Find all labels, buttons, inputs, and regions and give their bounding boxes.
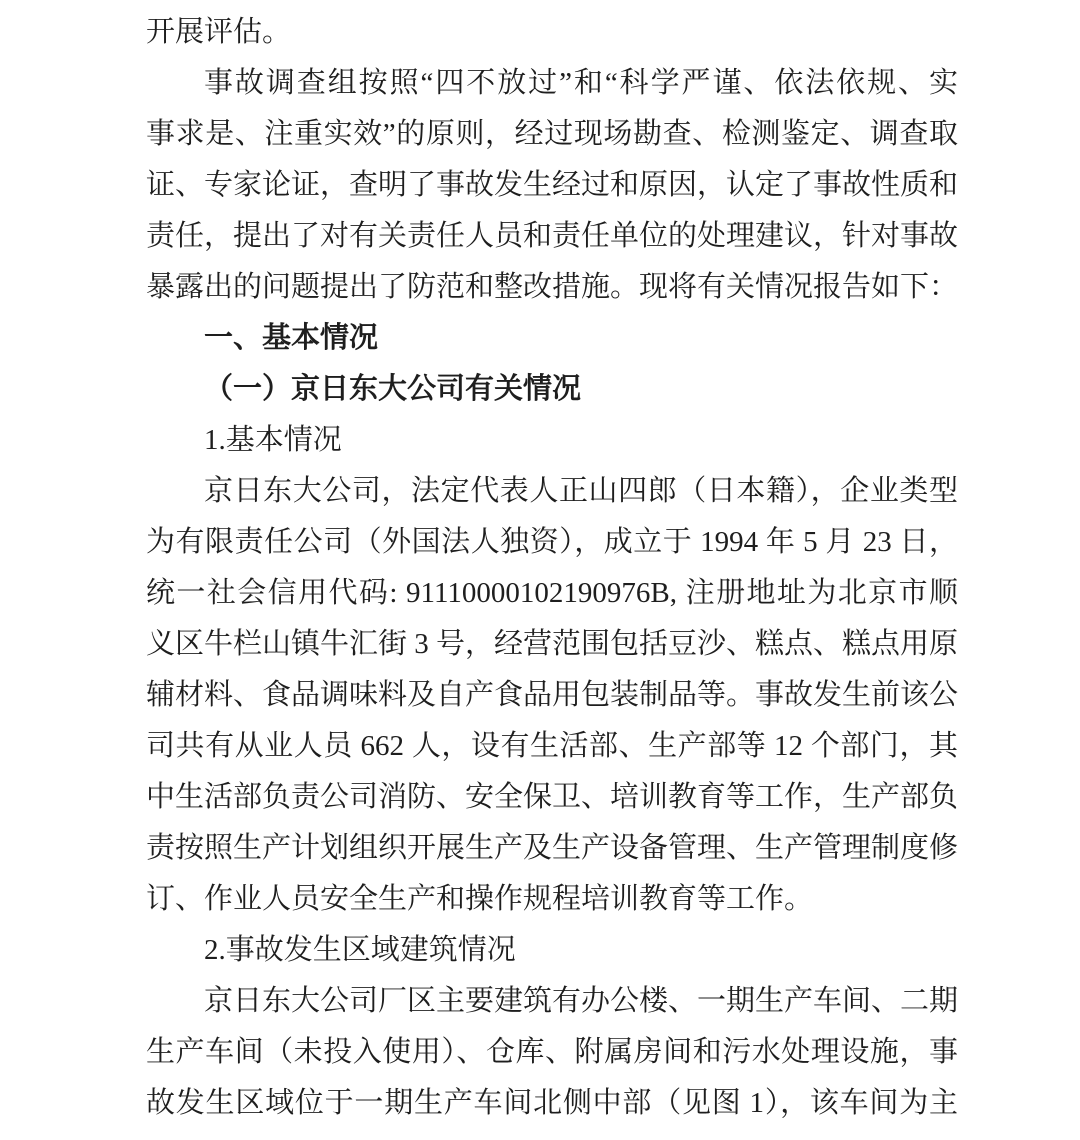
text-line-9: 1.基本情况 <box>204 424 342 456</box>
text-line-18: 订、作业人员安全生产和操作规程培训教育等工作。 <box>146 883 814 915</box>
text-line-11: 为有限责任公司（外国法人独资），成立于 1994 年 5 月 23 日， <box>146 526 958 558</box>
text-line-19: 2.事故发生区域建筑情况 <box>204 934 516 966</box>
text-line-16: 中生活部负责公司消防、安全保卫、培训教育等工作，生产部负 <box>146 781 958 813</box>
text-line-1: 开展评估。 <box>146 16 292 48</box>
text-line-17: 责按照生产计划组织开展生产及生产设备管理、生产管理制度修 <box>146 832 958 864</box>
text-line-4: 证、专家论证，查明了事故发生经过和原因，认定了事故性质和 <box>146 169 958 201</box>
text-line-22: 故发生区域位于一期生产车间北侧中部（见图 1），该车间为主 <box>146 1087 958 1119</box>
text-line-8: （一）京日东大公司有关情况 <box>204 373 582 405</box>
text-line-13: 义区牛栏山镇牛汇街 3 号，经营范围包括豆沙、糕点、糕点用原 <box>146 628 958 660</box>
text-line-21: 生产车间（未投入使用）、仓库、附属房间和污水处理设施，事 <box>146 1036 958 1068</box>
document-text-block <box>146 7 958 1129</box>
text-line-12: 统一社会信用代码: 91110000102190976B, 注册地址为北京市顺 <box>146 577 958 609</box>
text-line-7: 一、基本情况 <box>204 322 379 354</box>
text-line-6: 暴露出的问题提出了防范和整改措施。现将有关情况报告如下： <box>146 271 958 303</box>
text-line-15: 司共有从业人员 662 人，设有生活部、生产部等 12 个部门，其 <box>146 730 958 762</box>
text-line-20: 京日东大公司厂区主要建筑有办公楼、一期生产车间、二期 <box>204 985 958 1017</box>
text-line-5: 责任，提出了对有关责任人员和责任单位的处理建议，针对事故 <box>146 220 958 252</box>
text-line-2: 事故调查组按照“四不放过”和“科学严谨、依法依规、实 <box>204 67 958 99</box>
text-line-14: 辅材料、食品调味料及自产食品用包装制品等。事故发生前该公 <box>146 679 958 711</box>
text-line-10: 京日东大公司，法定代表人正山四郎（日本籍），企业类型 <box>204 475 958 507</box>
text-line-3: 事求是、注重实效”的原则，经过现场勘查、检测鉴定、调查取 <box>146 118 958 150</box>
